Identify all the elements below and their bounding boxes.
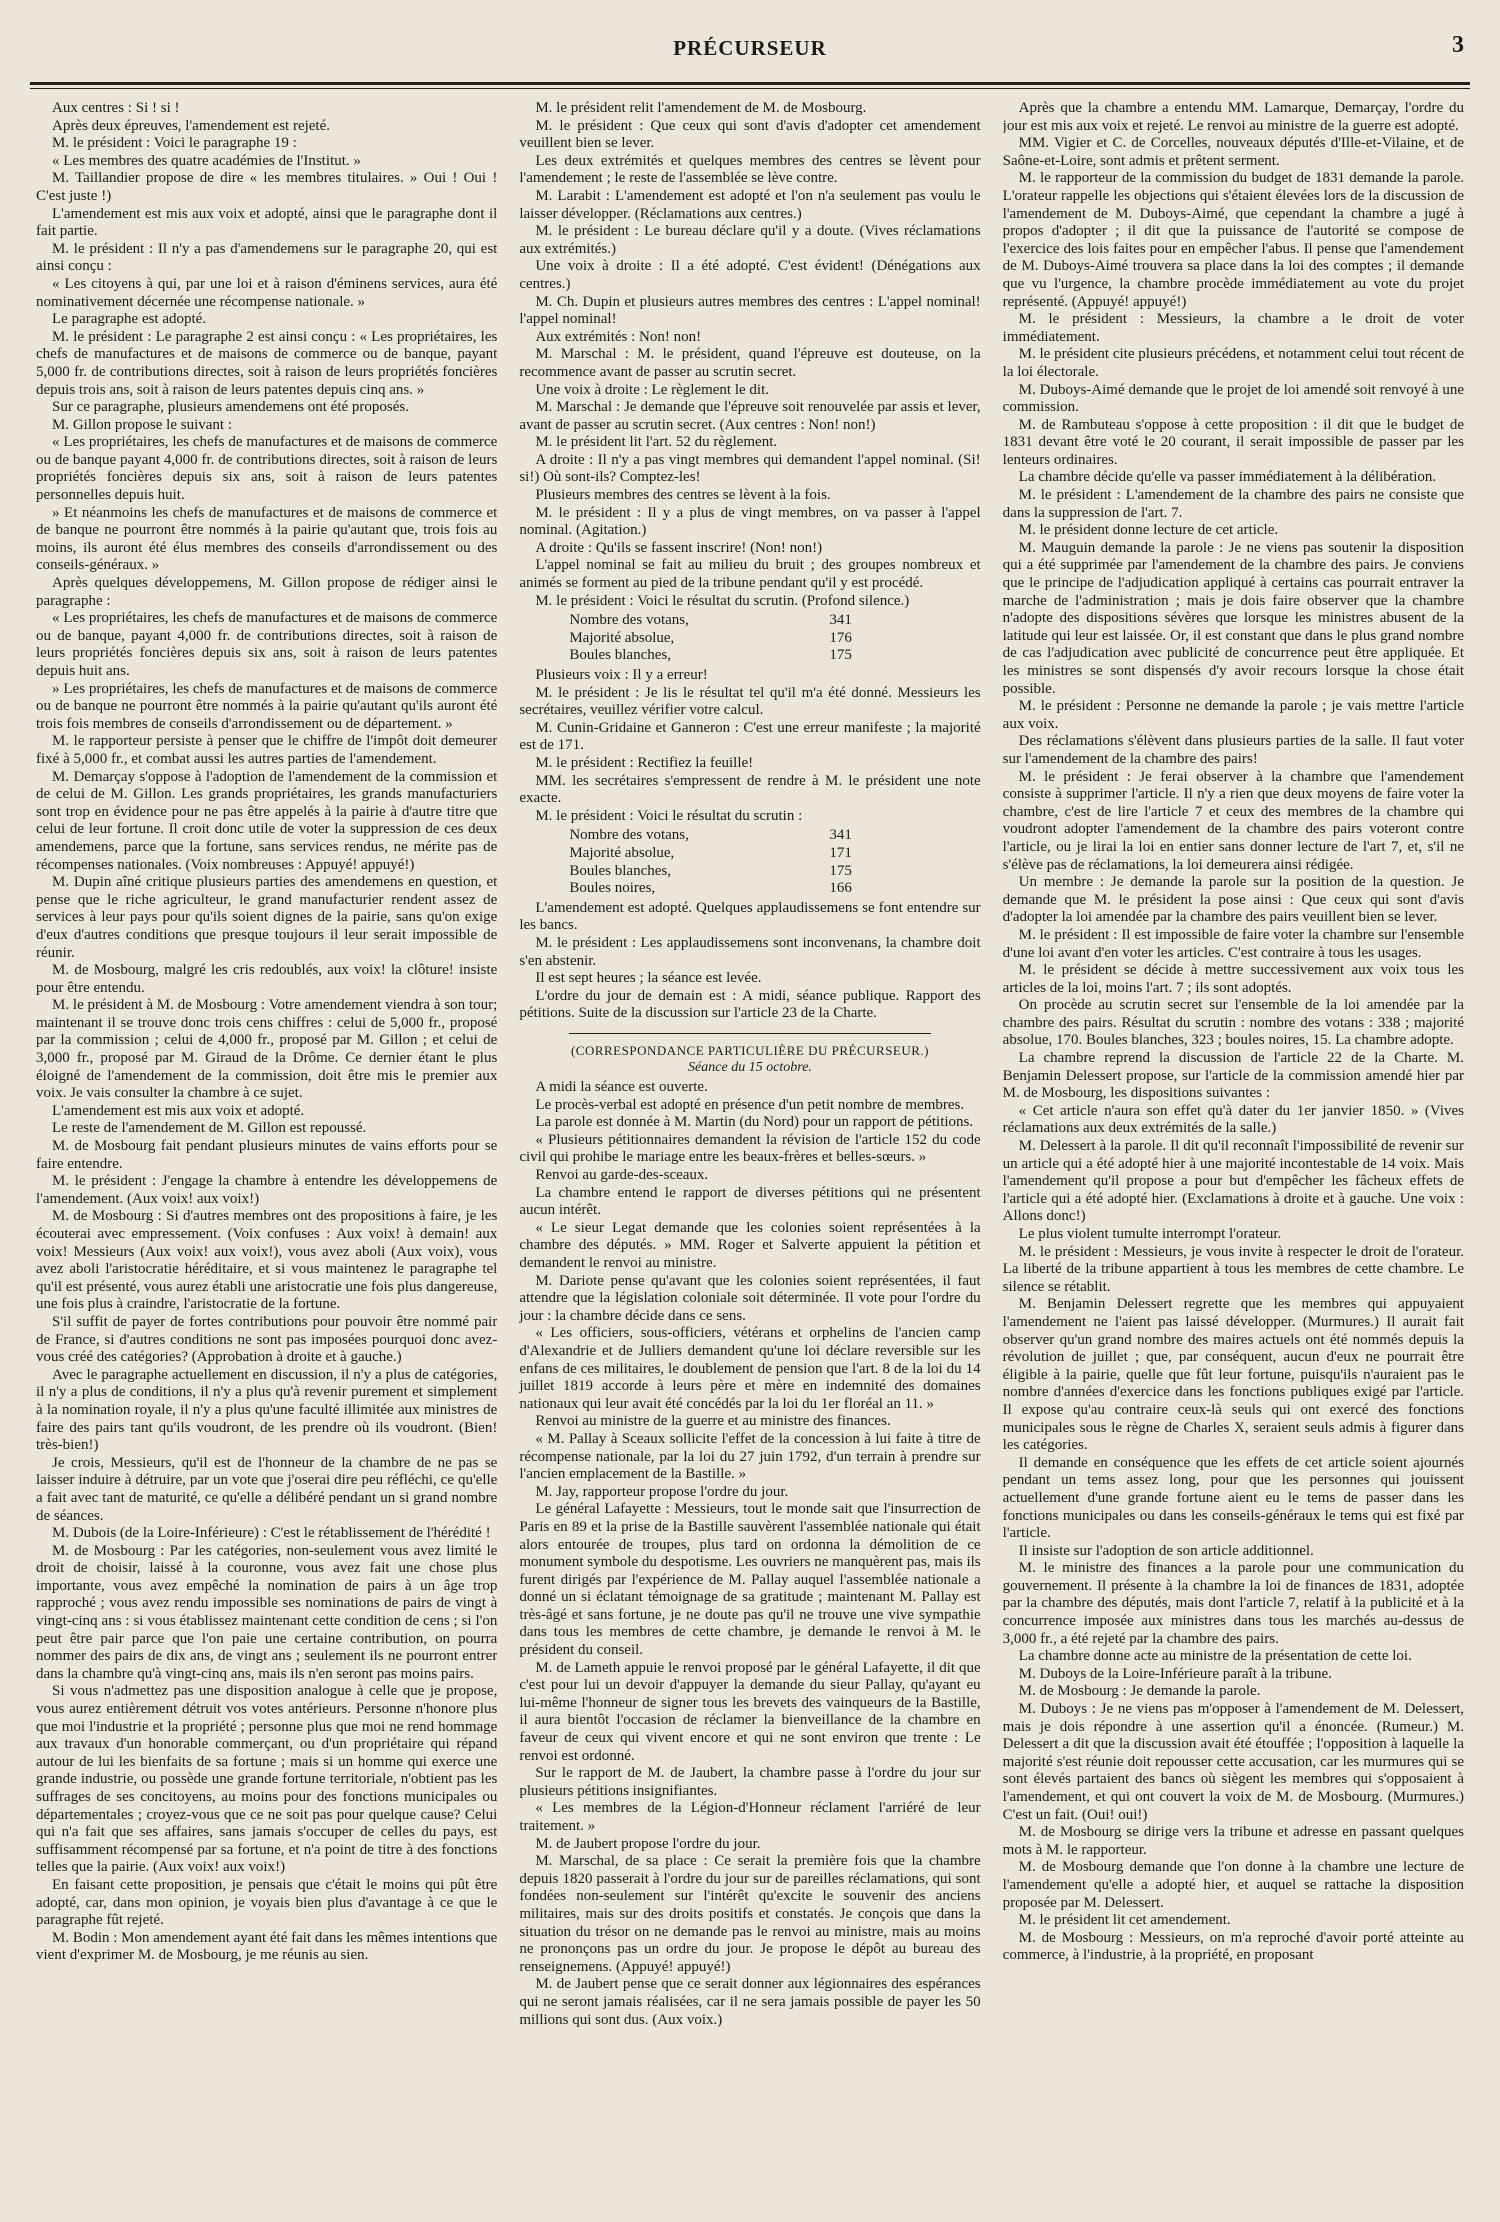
paragraph: M. de Mosbourg se dirige vers la tribune et adresse en passant quelques mots à M. le rapporteur. — [1002, 1824, 1464, 1858]
paragraph: Il est sept heures ; la séance est levée. — [535, 970, 762, 987]
paragraph: M. Jay, rapporteur propose l'ordre du jour. — [535, 1483, 789, 1500]
paragraph: M. Duboys-Aimé demande que le projet de loi amendé soit renvoyé à une commission. — [1002, 381, 1464, 416]
paragraph: La chambre reprend la discussion de l'article 22 de la Charte. M. Benjamin Delessert propose, sur l'article de la commission amendé hier par M. de Mosbourg, les dispositions suivantes : — [1002, 1050, 1464, 1102]
paragraph: M. le président : Que ceux qui sont d'avis d'adopter cet amendement veuillent bien se lever. — [519, 117, 981, 152]
paragraph: M. le président lit cet amendement. — [1018, 1912, 1231, 1929]
paragraph: M. Benjamin Delessert regrette que les membres qui appuyaient l'amendement ne l'aient pas laissé développer. (Murmures.) Il aurait fait observer qu'un grand nombre des maires actuels ont été nommés depuis la révolution de juillet ; que, par conséquent, aucun d'eux ne pourrait être éligible à la pairie, quelle que fût leur fortune, puisqu'ils n'auraient pas le nombre d'années d'exercice dans les fonctions publiques exigé par l'article. Il expose qu'au contraire ceux-là seuls qui ont exercé des fonctions municipales sous le règne de Charles X, seraient seuls admis à figurer dans les catégories. — [1002, 1296, 1464, 1454]
paragraph: M. le ministre des finances a la parole pour une communication du gouvernement. Il présente à la chambre la loi de finances de 1831, adoptée par la chambre des députés, mais dont l'article 7, relatif à la publicité et à la concurrence imposée aux ministres dans tous les marchés au-dessus de 3,000 fr., a été rejeté par la chambre des pairs. — [1002, 1560, 1464, 1647]
vote-result-table — [569, 827, 869, 897]
vote-result-table — [569, 612, 869, 665]
paragraph: M. de Mosbourg : Messieurs, on m'a reproché d'avoir porté atteinte au commerce, à l'industrie, à la propriété, en proposant — [1002, 1929, 1464, 1964]
paragraph: M. le rapporteur persiste à penser que le chiffre de l'impôt doit demeurer fixé à 5,000 fr., et combat aussi les autres parties de l'amendement. — [36, 733, 498, 767]
paragraph: Sur ce paragraphe, plusieurs amendemens ont été proposés. — [52, 399, 409, 416]
paragraph: Des réclamations s'élèvent dans plusieurs parties de la salle. Il faut voter sur l'amendement de la chambre des pairs! — [1002, 733, 1464, 767]
paragraph: Après quelques développemens, M. Gillon propose de rédiger ainsi le paragraphe : — [36, 575, 498, 609]
paragraph: M. le président à M. de Mosbourg : Votre amendement viendra à son tour; maintenant il se trouve donc trois cens chiffres : celui de 5,000 fr., proposé par la commission ; celui de 4,000 fr., proposé par M. Gillon ; et celui de 3,000 fr., proposé par M. Giraud de la Drôme. Ce dernier étant le plus éloigné de l'amendement de la commission, doit être mis le premier aux voix. Je vais consulter la chambre à ce sujet. — [36, 997, 498, 1102]
paragraph: M. le président : Voici le résultat du scrutin. (Profond silence.) — [535, 592, 910, 609]
paragraph: Avec le paragraphe actuellement en discussion, il n'y a plus de catégories, il n'y a plus de conditions, il n'y a plus qu'à revenir purement et simplement à la nomination royale, il n'y a plus qu'une faculté illimitée aux ministres de faire des pairs tant qu'ils voudront, de les prendre où ils voudront. (Bien! très-bien!) — [36, 1366, 498, 1454]
paragraph: Après deux épreuves, l'amendement est rejeté. — [52, 117, 331, 134]
paragraph: M. le président : Je lis le résultat tel qu'il m'a été donné. Messieurs les secrétaires, veuillez vérifier votre calcul. — [519, 684, 981, 719]
paragraph: « Les citoyens à qui, par une loi et à raison d'éminens services, aura été nominativement décernée une récompense nationale. » — [36, 275, 498, 310]
paragraph: M. Marschal : M. le président, quand l'épreuve est douteuse, on la recommence avant de passer au scrutin secret. — [519, 346, 981, 380]
paragraph: M. le président : Il y a plus de vingt membres, on va passer à l'appel nominal. (Agitation.) — [519, 504, 981, 539]
paragraph: L'amendement est adopté. Quelques applaudissemens se font entendre sur les bancs. — [519, 899, 981, 934]
paragraph: On procède au scrutin secret sur l'ensemble de la loi amendée par la chambre des pairs. Résultat du scrutin : nombre des votans : 338 ; majorité absolue, 170. Boules blanches, 323 ; boules noires, 15. La chambre adopte. — [1002, 997, 1464, 1049]
vote-label: Boules blanches, — [569, 647, 671, 664]
vote-value: 341 — [829, 827, 852, 844]
paragraph: M. Cunin-Gridaine et Ganneron : C'est une erreur manifeste ; la majorité est de 171. — [519, 719, 981, 754]
vote-row — [569, 612, 869, 630]
paragraph: Le plus violent tumulte interrompt l'orateur. — [1018, 1226, 1282, 1242]
paragraph: M. le président : Messieurs, je vous invite à respecter le droit de l'orateur. La liberté de la tribune appartient à tous les membres de cette chambre. Le silence se rétablit. — [1002, 1243, 1464, 1295]
paragraph: En faisant cette proposition, je pensais que c'était le moins qui pût être adopté, car, dans mon opinion, je voyais bien plus d'avantage à ce que le paragraphe fût rejeté. — [36, 1876, 498, 1929]
paragraph: A midi la séance est ouverte. — [535, 1079, 708, 1096]
paragraph: Plusieurs voix : Il y a erreur! — [535, 667, 708, 683]
vote-label: Majorité absolue, — [569, 629, 675, 646]
paragraph: M. de Rambuteau s'oppose à cette proposition : il dit que le budget de 1831 devant être voté le 20 courant, il serait impossible de passer par les lenteurs ordinaires. — [1002, 416, 1464, 468]
paragraph: M. Taillandier propose de dire « les membres titulaires. » Oui ! Oui ! C'est juste !) — [36, 170, 498, 204]
text-columns — [36, 100, 1464, 2202]
vote-row — [569, 880, 869, 898]
paragraph: Après que la chambre a entendu MM. Lamarque, Demarçay, l'ordre du jour est mis aux voix et rejeté. Le renvoi au ministre de la guerre est adopté. — [1002, 100, 1464, 134]
paragraph: M. Gillon propose le suivant : — [52, 416, 232, 433]
paragraph: « Cet article n'aura son effet qu'à dater du 1er janvier 1850. » (Vives réclamations aux deux extrémités de la salle.) — [1002, 1102, 1464, 1137]
paragraph: M. le rapporteur de la commission du budget de 1831 demande la parole. L'orateur rappelle les objections qui s'étaient élevées lors de la discussion de l'amendement de M. Duboys-Aimé, que cependant la chambre a jugé à propos d'adopter ; il dit que la puissance de l'autorité se compose de l'exercice des lois faites pour en empêcher l'abus. Il pense que l'amendement de M. Duboys-Aimé trouvera sa place dans la loi des comptes ; il demande que vu l'urgence, la chambre procède immédiatement au vote du projet représenté. (Appuyé! appuyé!) — [1002, 170, 1464, 310]
paragraph: La parole est donnée à M. Martin (du Nord) pour un rapport de pétitions. — [535, 1114, 974, 1131]
paragraph: Renvoi au ministre de la guerre et au ministre des finances. — [535, 1413, 891, 1430]
paragraph: L'appel nominal se fait au milieu du bruit ; des groupes nombreux et animés se forment au pied de la tribune pendant qu'il y est procédé. — [519, 557, 981, 592]
masthead-rule-thin — [30, 88, 1470, 89]
paragraph: L'amendement est mis aux voix et adopté. — [52, 1102, 305, 1119]
paragraph: M. de Mosbourg : Par les catégories, non-seulement vous avez limité le droit de choisir, laissé à la couronne, vous avez fait une chose plus importante, vous avez empêché la nomination de pairs à un âge trop rapproché ; vous avez rendu impossible ses nominations de pairs de vingt à vingt-cinq ans : si vous établissez maintenant cette condition de cens ; si l'on peut être pair parce que l'on paie une certaine contribution, on pourra nommer des pairs de dix ans, de vingt ans ; seulement ils ne pourront entrer dans la chambre qu'à vingt-cinq ans, mais ils n'en seront pas moins pairs. — [36, 1542, 498, 1682]
vote-label: Boules noires, — [569, 880, 656, 897]
paragraph: M. le président : Voici le résultat du scrutin : — [535, 807, 803, 824]
paragraph: M. le président : Il n'y a pas d'amendemens sur le paragraphe 20, qui est ainsi conçu : — [36, 240, 498, 275]
paragraph: MM. les secrétaires s'empressent de rendre à M. le président une note exacte. — [519, 772, 981, 807]
paragraph: M. de Mosbourg, malgré les cris redoublés, aux voix! la clôture! insiste pour être entendu. — [36, 962, 498, 996]
vote-row — [569, 630, 869, 648]
paragraph: M. Ch. Dupin et plusieurs autres membres des centres : L'appel nominal! l'appel nominal! — [519, 293, 981, 328]
paragraph: M. le président : Personne ne demande la parole ; je vais mettre l'article aux voix. — [1002, 698, 1464, 732]
column-2 — [519, 100, 980, 2202]
paragraph: Le général Lafayette : Messieurs, tout le monde sait que l'insurrection de Paris en 89 et la prise de la Bastille sauvèrent l'assemblée nationale qui était alors entourée de troupes, plus tard on ordonna la démolition de ce monument symbole du despotisme. Les ouvriers ne manquèrent pas, mais ils furent dirigés par l'expérience de M. Pallay auquel l'assemblée nationale a donné un si éclatant témoignage de sa gratitude ; maintenant M. Pallay est très-âgé et sans fortune, je ne doute pas qu'il ne trouve une vive sympathie dans tous les membres de cette chambre, je demande le renvoi à M. le président du conseil. — [519, 1501, 981, 1659]
paragraph: M. le président relit l'amendement de M. de Mosbourg. — [535, 100, 867, 116]
paragraph: « Les membres de la Légion-d'Honneur réclament l'arriéré de leur traitement. » — [519, 1800, 981, 1834]
paragraph: M. Larabit : L'amendement est adopté et l'on n'a seulement pas voulu le laisser développer. (Réclamations aux centres.) — [519, 187, 981, 222]
vote-label: Majorité absolue, — [569, 844, 675, 861]
paragraph: Il demande en conséquence que les effets de cet article soient ajournés pendant un tems assez long, pour que les personnes qui jouissent actuellement d'une grande fortune aient eu le tems de passer dans les fonctions municipales ou dans les conseils-généraux le tems qui est fixé par l'article. — [1002, 1454, 1464, 1542]
vote-value: 175 — [829, 647, 852, 664]
vote-row — [569, 647, 869, 665]
paragraph: Une voix à droite : Le règlement le dit. — [535, 381, 769, 398]
paragraph: Sur le rapport de M. de Jaubert, la chambre passe à l'ordre du jour sur plusieurs pétitions insignifiantes. — [519, 1765, 981, 1799]
paragraph: Si vous n'admettez pas une disposition analogue à celle que je propose, vous aurez entièrement détruit vos votes antérieurs. Personne n'honore plus que moi l'industrie et la propriété ; personne plus que moi ne rend hommage aux travaux d'un honorable commerçant, ou d'un propriétaire qui répand autour de lui les bienfaits de sa fortune ; mais si un homme qui exerce une grande industrie, ou possède une grande fortune territoriale, n'obtient pas les suffrages de ses concitoyens, au moins pour des fonctions municipales ou départementales ; croyez-vous que ce ne soit pas pour quelque cause? Celui qui n'a fait que ses affaires, sans jamais s'occuper de celles du pays, est suffisamment récompensé par sa fortune, et n'a point de titre à des fonctions telles que la pairie. (Aux voix! aux voix!) — [36, 1683, 498, 1876]
paragraph: M. le président : Messieurs, la chambre a le droit de voter immédiatement. — [1002, 311, 1464, 345]
paragraph: M. le président : Je ferai observer à la chambre que l'amendement consiste à supprimer l'article. Il n'y a rien que deux moyens de faire voter la chambre, c'est de lire l'article 7 et ceux des membres de la chambre qui voudront adopter l'amendement de la chambre des pairs voteront contre l'article, ou je lirai la loi en entier sans donner lecture de l'art 7, et, s'il ne s'élève pas de réclamations, la loi demeurera ainsi rédigée. — [1002, 768, 1464, 873]
paragraph: « Les membres des quatre académies de l'Institut. » — [52, 152, 361, 169]
paragraph: M. le président se décide à mettre successivement aux voix tous les articles de la loi, moins l'art. 7 ; ils sont adoptés. — [1002, 962, 1464, 996]
paragraph: » Les propriétaires, les chefs de manufactures et de maisons de commerce ou de banque ne pourront être nommés à la pairie qu'autant qu'ils auront été trois fois membres de conseils d'arrondissement ou de département. » — [36, 680, 498, 732]
paragraph: M. de Lameth appuie le renvoi proposé par le général Lafayette, il dit que c'est pour lui un devoir d'appuyer la demande du sieur Pallay, qu'ayant eu lui-même l'honneur de signer tous les brevets des vainqueurs de la Bastille, il aura bientôt l'occasion de réclamer la bienveillance de la chambre en faveur de ceux qui vivent encore et qui ne sont environ que trente : Le renvoi est ordonné. — [519, 1659, 981, 1764]
paragraph: M. de Jaubert pense que ce serait donner aux légionnaires des espérances qui ne seront jamais réalisées, car il ne sera jamais possible de payer les 50 millions qui sont dus. (Aux voix.) — [519, 1976, 981, 2028]
paragraph: « Les propriétaires, les chefs de manufactures et de maisons de commerce ou de banque, payant 4,000 fr. de contributions directes, soit à raison de leurs propriétés foncières depuis six ans, soit à raison de leurs patentes depuis huit ans. — [36, 610, 498, 679]
section-divider — [569, 1033, 930, 1034]
section-date: Séance du 15 octobre. — [688, 1060, 812, 1076]
paragraph: L'ordre du jour de demain est : A midi, séance publique. Rapport des pétitions. Suite de la discussion sur l'article 23 de la Charte. — [519, 987, 981, 1022]
paragraph: Il insiste sur l'adoption de son article additionnel. — [1018, 1542, 1314, 1559]
paragraph: Une voix à droite : Il a été adopté. C'est évident! (Dénégations aux centres.) — [519, 258, 981, 292]
paragraph: « M. Pallay à Sceaux sollicite l'effet de la concession à lui faite à titre de récompense nationale, par la loi du 27 juin 1792, d'un terrain à prendre sur l'ancien emplacement de la Bastille. » — [519, 1430, 981, 1483]
paragraph: M. le président : Le paragraphe 2 est ainsi conçu : « Les propriétaires, les chefs de manufactures et de maisons de commerce ou de banque, payant 5,000 fr. de contributions directes, soit à raison de leurs propriétés foncières depuis trois ans, soit à raison de leurs patentes depuis cinq ans. » — [36, 328, 498, 398]
paragraph: Plusieurs membres des centres se lèvent à la fois. — [535, 487, 831, 504]
vote-value: 176 — [829, 629, 852, 646]
paragraph: M. Dupin aîné critique plusieurs parties des amendemens en question, et pense que le riche agriculteur, le grand manufacturier rendent assez de services à leur pays pour qu'ils soient dignes de la pairie, sans qu'on exige d'eux d'autres conditions que presque toujours il leur serait impossible de réunir. — [36, 874, 498, 961]
paragraph: A droite : Qu'ils se fassent inscrire! (Non! non!) — [535, 539, 823, 556]
paragraph: M. Dubois (de la Loire-Inférieure) : C'est le rétablissement de l'hérédité ! — [52, 1525, 491, 1542]
vote-value: 175 — [829, 862, 852, 879]
paragraph: M. le président : Les applaudissemens sont inconvenans, la chambre doit s'en abstenir. — [519, 934, 981, 969]
paragraph: M. Marschal, de sa place : Ce serait la première fois que la chambre depuis 1820 passerait à l'ordre du jour sur de pareilles réclamations, qui sont fondées non-seulement sur l'intérêt qu'excite le souvenir des anciens militaires, mais sur des droits positifs et constatés. Je conçois que dans la situation du trésor on ne demande pas le renvoi au ministre, mais au moins ne prononçons pas un ordre du jour. Je propose le dépôt au bureau des renseignemens. (Appuyé! appuyé!) — [519, 1853, 981, 1975]
paragraph: M. le président donne lecture de cet article. — [1018, 522, 1279, 539]
paragraph: S'il suffit de payer de fortes contributions pour pouvoir être nommé pair de France, si d'autres conditions ne sont pas imposées pourquoi donc avez-vous créé des catégories? (Approbation à droite et à gauche.) — [36, 1313, 498, 1366]
vote-value: 341 — [829, 612, 852, 629]
vote-value: 166 — [829, 880, 852, 897]
paragraph: M. de Mosbourg fait pendant plusieurs minutes de vains efforts pour se faire entendre. — [36, 1138, 498, 1172]
paragraph: M. Demarçay s'oppose à l'adoption de l'amendement de la commission et de celui de M. Gillon. Les grands propriétaires, les grands manufacturiers sont trop en évidence pour ne pas être appelés à la pairie à d'autre titre que celui de leur fortune. Il croit donc utile de voter la suppression de ces deux amendemens, parce que la fortune, sans services rendus, ne mérite pas de récompenses nationales. (Voix nombreuses : Appuyé! appuyé!) — [36, 768, 498, 873]
paragraph: La chambre donne acte au ministre de la présentation de cette loi. — [1018, 1648, 1412, 1665]
paragraph: M. le président : Rectifiez la feuille! — [535, 754, 754, 771]
paragraph: L'amendement est mis aux voix et adopté, ainsi que le paragraphe dont il fait partie. — [36, 205, 498, 240]
paragraph: A droite : Il n'y a pas vingt membres qui demandent l'appel nominal. (Si! si!) Où sont-ils? Comptez-les! — [519, 451, 981, 486]
paragraph: M. le président : J'engage la chambre à entendre les développemens de l'amendement. (Aux voix! aux voix!) — [36, 1173, 498, 1207]
vote-row — [569, 845, 869, 863]
paragraph: M. le président : Voici le paragraphe 19 : — [52, 135, 297, 152]
vote-label: Boules blanches, — [569, 862, 671, 879]
paragraph: M. de Jaubert propose l'ordre du jour. — [535, 1835, 761, 1852]
paragraph: « Les officiers, sous-officiers, vétérans et orphelins de l'ancien camp d'Alexandrie et de Julliers demandent qu'une loi déclare reversible sur les enfans de ces militaires, le doublement de pension que l'art. 8 de la loi du 14 juillet 1819 accorde à leurs père et mère en indemnité des domaines nationaux qui leur avait été concédés par la loi du 1er floréal an 11. » — [519, 1325, 981, 1412]
paragraph: M. Bodin : Mon amendement ayant été fait dans les mêmes intentions que vient d'exprimer M. de Mosbourg, je me réunis au sien. — [36, 1929, 498, 1964]
paragraph: Aux extrémités : Non! non! — [535, 328, 702, 345]
paragraph: Les deux extrémités et quelques membres des centres se lèvent pour l'amendement ; le reste de l'assemblée se lève contre. — [519, 152, 981, 187]
vote-label: Nombre des votans, — [569, 827, 689, 844]
paragraph: Le procès-verbal est adopté en présence d'un petit nombre de membres. — [535, 1096, 965, 1113]
paragraph: M. le président lit l'art. 52 du règlement. — [535, 434, 778, 451]
paragraph: M. de Mosbourg : Je demande la parole. — [1018, 1683, 1261, 1700]
paragraph: M. de Mosbourg demande que l'on donne à la chambre une lecture de l'amendement qu'elle a adopté hier, et auquel se rattache la disposition proposée par M. Delessert. — [1002, 1859, 1464, 1911]
masthead — [30, 30, 1470, 82]
paragraph: » Et néanmoins les chefs de manufactures et de maisons de commerce et de banque ne pourront être nommés à la pairie qu'autant que, trois fois au moins, ils auront été élus membres des conseils d'arrondissement ou des conseils-généraux. » — [36, 504, 498, 574]
vote-row — [569, 827, 869, 845]
paragraph: M. Marschal : Je demande que l'épreuve soit renouvelée par assis et lever, avant de passer au scrutin secret. (Aux centres : Non! non!) — [519, 399, 981, 433]
paragraph: La chambre décide qu'elle va passer immédiatement à la délibération. — [1018, 469, 1437, 486]
paragraph: M. Delessert à la parole. Il dit qu'il reconnaît l'impossibilité de revenir sur un article qui a été adopté hier à une majorité incontestable de 14 voix. Mais l'amendement qu'il propose a pour but d'empêcher les fâcheux effets de l'article qui a été adopté hier. (Exclamations à droite et à gauche. Une voix : Allons donc!) — [1002, 1138, 1464, 1225]
paragraph: La chambre entend le rapport de diverses pétitions qui ne présentent aucun intérêt. — [519, 1184, 981, 1219]
paragraph: M. Mauguin demande la parole : Je ne viens pas soutenir la disposition qui a été supprimée par l'amendement de la chambre des pairs. Je conviens que le principe de l'adjudication appliqué à certains cas pourrait entraver la marche de l'administration ; mais je dois faire observer que la chambre n'adopte des dispositions sévères que lorsque les ministres abusent de la latitude qui leur est laissée. Or, il est constant que dans le plus grand nombre de cas l'adjudication avec publicité de concurrence peut être appliquée. Et les ministres se sont dispensés d'y avoir recours lorsque la chose était possible. — [1002, 539, 1464, 697]
paragraph: M. le président : Le bureau déclare qu'il y a doute. (Vives réclamations aux extrémités.) — [519, 223, 981, 257]
masthead-rule — [30, 82, 1470, 85]
paragraph: « Les propriétaires, les chefs de manufactures et de maisons de commerce ou de banque payant 4,000 fr. de contributions directes, soit à raison de leurs propriétés foncières depuis six ans, soit à raison de leurs patentes personnelles depuis huit. — [36, 434, 498, 504]
section-heading: (CORRESPONDANCE PARTICULIÈRE DU PRÉCURSEUR.) — [570, 1042, 930, 1058]
paragraph: Aux centres : Si ! si ! — [52, 100, 180, 116]
vote-row — [569, 863, 869, 881]
vote-label: Nombre des votans, — [569, 612, 689, 629]
paragraph: « Plusieurs pétitionnaires demandent la révision de l'article 152 du code civil qui prohibe le mariage entre les beaux-frères et belles-sœurs. » — [519, 1131, 981, 1166]
paragraph: Je crois, Messieurs, qu'il est de l'honneur de la chambre de ne pas se laisser induire à détruire, par un vote que j'oserai dire peu réfléchi, ce qu'elle a fait avec tant de maturité, ce qu'elle a délibéré pendant un si grand nombre de séances. — [36, 1454, 498, 1524]
paragraph: M. le président cite plusieurs précédens, et notamment celui tout récent de la loi électorale. — [1002, 346, 1464, 380]
paragraph: M. Duboys : Je ne viens pas m'opposer à l'amendement de M. Delessert, mais je dois répondre à une assertion qu'il a énoncée. (Rumeur.) M. Delessert a dit que la discussion avait été étouffée ; l'opposition à laquelle la majorité s'est réunie doit repousser cette accusation, car les murmures qui se sont élevés partaient des bancs où siègent les membres qui s'opposaient à l'amendement, et qui ont couvert la voix de M. de Mosbourg. (Murmures.) C'est un fait. (Oui! oui!) — [1002, 1701, 1464, 1823]
paragraph: Le paragraphe est adopté. — [52, 311, 207, 328]
page-number: 3 — [1452, 32, 1464, 58]
paragraph: MM. Vigier et C. de Corcelles, nouveaux députés d'Ille-et-Vilaine, et de Saône-et-Loire, sont admis et prêtent serment. — [1002, 135, 1464, 169]
paragraph: « Le sieur Legat demande que les colonies soient représentées à la chambre des députés. » MM. Roger et Salverte appuient la pétition et demandent le renvoi au ministre. — [519, 1219, 981, 1271]
column-3 — [1003, 100, 1464, 2202]
paragraph: M. le président : L'amendement de la chambre des pairs ne consiste que dans la suppression de l'art. 7. — [1002, 487, 1464, 521]
paragraph: M. de Mosbourg : Si d'autres membres ont des propositions à faire, je les écouterai avec empressement. (Voix confuses : Aux voix! à demain! aux voix! Messieurs (Aux voix! aux voix!), vous avez aboli (Aux voix), vous avez aboli l'aristocratie héréditaire, et si vous maintenez le paragraphe tel qu'il est présenté, vous aurez établi une aristocratie une fois plus dangereuse, une fois plus à craindre, l'aristocratie de la fortune. — [36, 1208, 498, 1313]
column-1 — [36, 100, 497, 2202]
paragraph: M. Dariote pense qu'avant que les colonies soient représentées, il faut attendre que la législation coloniale soit déterminée. Il vote pour l'ordre du jour : la chambre décide dans ce sens. — [519, 1272, 981, 1324]
paragraph: Le reste de l'amendement de M. Gillon est repoussé. — [52, 1120, 367, 1137]
paragraph: M. le président : Il est impossible de faire voter la chambre sur l'ensemble d'une loi avant d'en voter les articles. C'est contraire à tous les usages. — [1002, 926, 1464, 961]
vote-value: 171 — [829, 844, 852, 861]
paragraph: Un membre : Je demande la parole sur la position de la question. Je demande que M. le président la pose ainsi : Que ceux qui sont d'avis d'adopter la loi amendée par la chambre des pairs veuillent bien se lever. — [1002, 874, 1464, 926]
paragraph: M. Duboys de la Loire-Inférieure paraît à la tribune. — [1018, 1665, 1332, 1682]
newspaper-title: PRÉCURSEUR — [673, 36, 827, 60]
paragraph: Renvoi au garde-des-sceaux. — [535, 1167, 709, 1184]
